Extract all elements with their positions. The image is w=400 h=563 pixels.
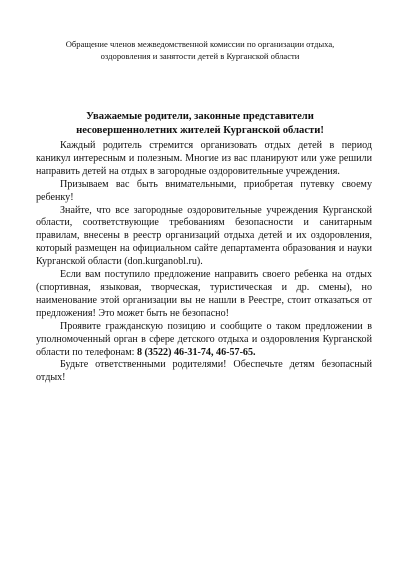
header-line-1: Обращение членов межведомственной комиссии по организации отдыха, <box>65 39 335 49</box>
paragraph-1: Каждый родитель стремится организовать отдых детей в период каникул интересным и полезным. Многие из вас планируют или уже решили направить детей на отдых в загородные оздоровительные учреждения. <box>36 140 372 177</box>
paragraph-5 <box>36 321 372 360</box>
document-header <box>40 38 360 62</box>
paragraph-3: Знайте, что все загородные оздоровительные учреждения Курганской области, соответствующие требованиям безопасности и санитарным правилам, внесены в реестр организаций отдыха детей и их оздоровления, который размещен на официальном сайте департамента образования и науки Курганской области (don.kurganobl.ru). <box>36 204 372 268</box>
paragraph-5-text: Проявите гражданскую позицию и сообщите о таком предложении в уполномоченный орган в сфере детского отдыха и оздоровления Курганской области по телефонам: <box>36 320 372 358</box>
paragraph-6: Будьте ответственными родителями! Обеспечьте детям безопасный отдых! <box>36 359 372 384</box>
header-line-2: оздоровления и занятости детей в Курганской области <box>100 51 300 61</box>
hotline-phone-numbers: 8 (3522) 46-31-74, 46-57-65. <box>136 346 256 358</box>
document-title <box>40 110 360 137</box>
title-line-1: Уважаемые родители, законные представители <box>86 111 314 122</box>
paragraph-2: Призываем вас быть внимательными, приобретая путевку своему ребенку! <box>36 178 372 203</box>
paragraph-4: Если вам поступило предложение направить своего ребенка на отдых (спортивная, языковая, творческая, туристическая и др. смены), но наименование этой организации вы не нашли в Реестре, стоит отказаться от предложения! Это может быть не безопасно! <box>36 269 372 319</box>
document-body <box>36 140 372 385</box>
title-line-2: несовершеннолетних жителей Курганской области! <box>76 124 324 136</box>
